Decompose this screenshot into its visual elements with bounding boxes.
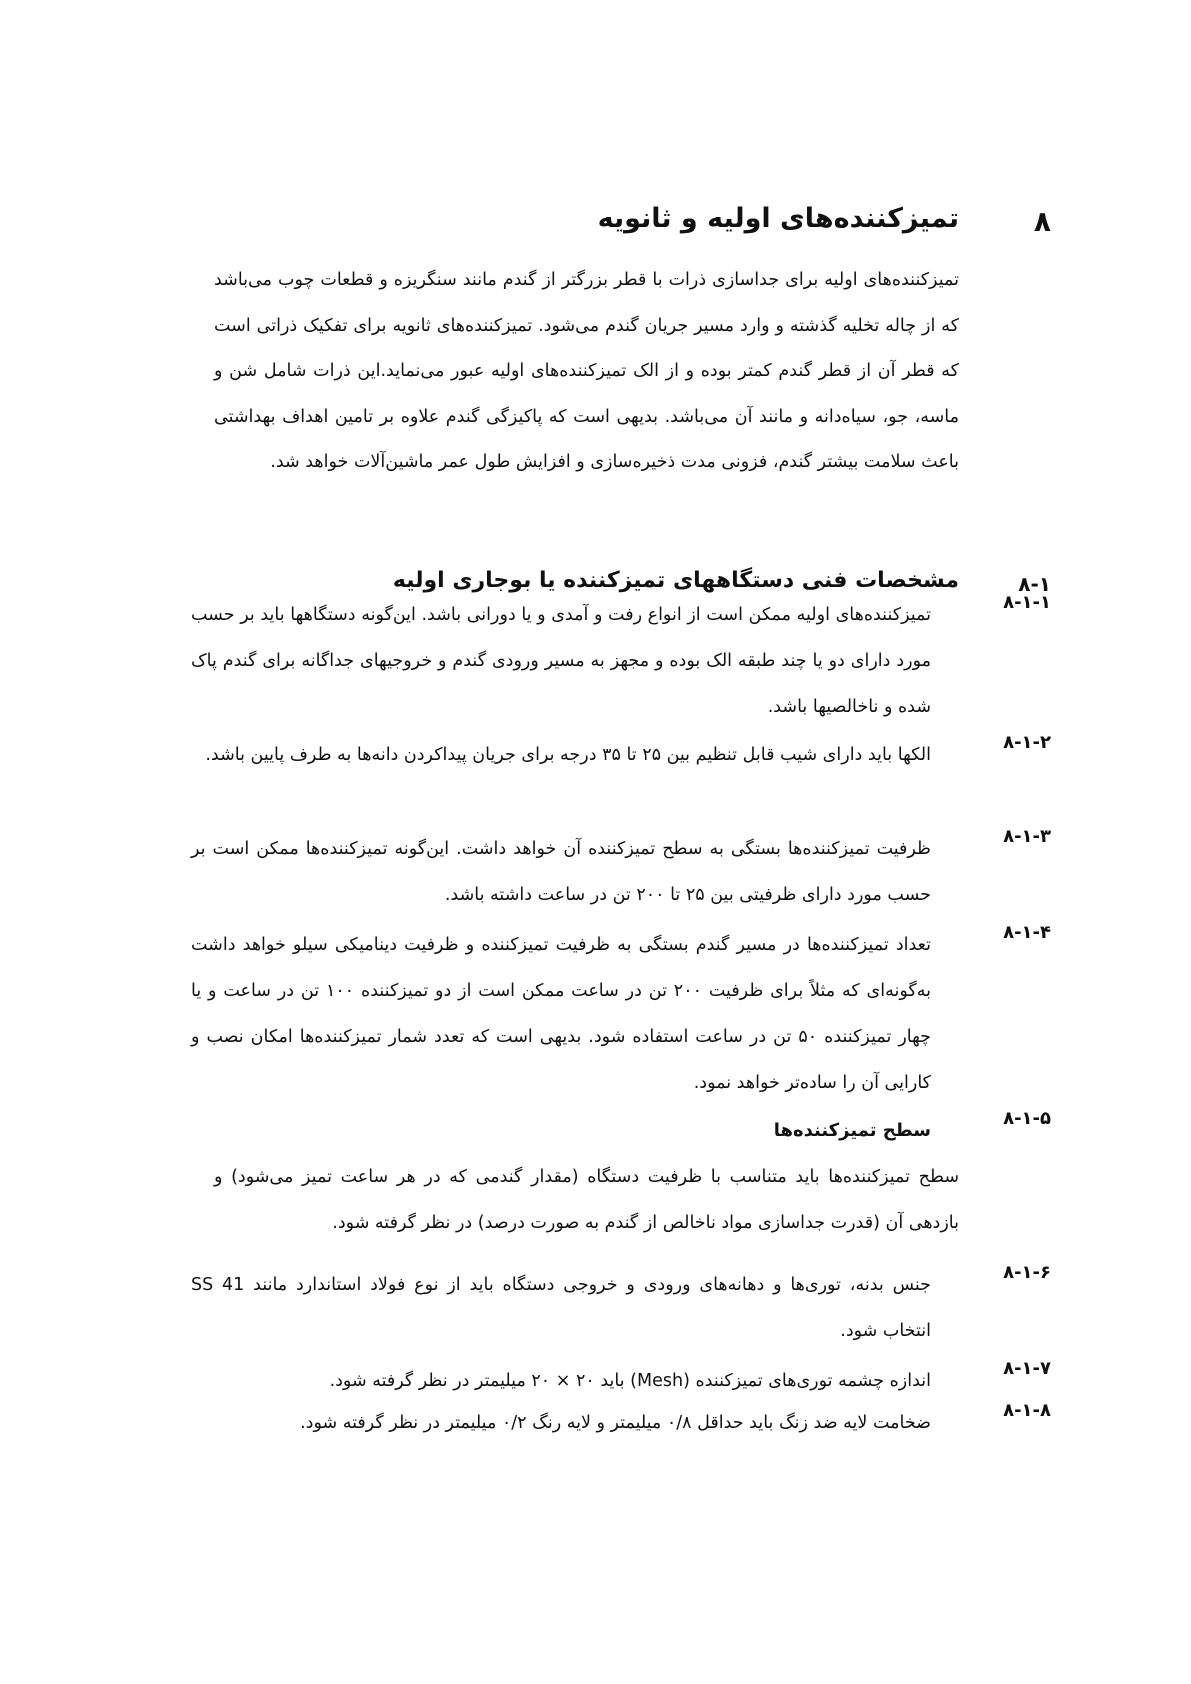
chapter-number: ۸ [1033,205,1051,238]
item-text: ظرفیت تمیزکننده‌ها بستگی به سطح تمیزکننده آن خواهد داشت. این‌گونه تمیزکننده‌ها ممکن است بر حسب مورد دارای ظرفیتی بین ۲۵ تا ۲۰۰ تن در ساعت داشته باشد. [191,839,931,905]
item-text: ضخامت لایه ضد زنگ باید حداقل ۰/۸ میلیمتر و لایه رنگ ۰/۲ میلیمتر در نظر گرفته شود. [300,1413,931,1433]
item-text: تمیزکننده‌های اولیه ممکن است از انواع رفت و آمدی و یا دورانی باشد. این‌گونه دستگاهها باید بر حسب مورد دارای دو یا چند طبقه الک بوده و مجهز به مسیر ورودی گندم و خروجیهای جداگانه برای گندم پاک شده و ناخالصیها باشد. [191,605,931,717]
item-number: ۸-۱-۳ [1003,826,1051,847]
item-number: ۸-۱-۴ [1003,922,1051,943]
item-text: جنس بدنه، توری‌ها و دهانه‌های ورودی و خروجی دستگاه باید از نوع فولاد استاندارد مانند SS 41 انتخاب شود. [191,1275,931,1341]
section-number: ۸-۱ [1018,572,1051,596]
item-number: ۸-۱-۸ [1003,1400,1051,1421]
item-text: اندازه چشمه توری‌های تمیزکننده (Mesh) باید ۲۰ × ۲۰ میلیمتر در نظر گرفته شود. [329,1371,931,1391]
chapter-intro-paragraph: تمیزکننده‌های اولیه برای جداسازی ذرات با قطر بزرگتر از گندم مانند سنگریزه و قطعات چوب می‌باشد که از چاله تخلیه گذشته و وارد مسیر جریان گندم می‌شود. تمیزکننده‌های ثانویه برای تفکیک ذراتی است که قطر آن از قطر گندم کمتر بوده و از الک تمیزکننده‌های اولیه عبور می‌نماید.این ذرات شامل شن و ماسه، جو، سیاه‌دانه و مانند آن می‌باشد. بدیهی است که پاکیزگی گندم علاوه بر تامین اهداف بهداشتی باعث سلامت بیشتر گندم، فزونی مدت ذخیره‌سازی و افزایش طول عمر ماشین‌آلات خواهد شد. [214,270,959,472]
item-text: سطح تمیزکننده‌ها باید متناسب با ظرفیت دستگاه (مقدار گندمی که در هر ساعت تمیز می‌شود) و بازدهی آن (قدرت جداسازی مواد ناخالص از گندم به صورت درصد) در نظر گرفته شود. [214,1167,959,1233]
item-heading: سطح تمیزکننده‌ها [773,1120,931,1141]
item-number: ۸-۱-۵ [1003,1108,1051,1129]
item-number: ۸-۱-۱ [1003,592,1051,613]
item-text: الکها باید دارای شیب قابل تنظیم بین ۲۵ تا ۳۵ درجه برای جریان پیداکردن دانه‌ها به طرف پایین باشد. [205,745,931,765]
item-number: ۸-۱-۷ [1003,1358,1051,1379]
section-title: مشخصات فنی دستگاههای تمیزکننده یا بوجاری اولیه [392,568,959,593]
chapter-title: تمیزکننده‌های اولیه و ثانویه [597,203,959,234]
item-text: تعداد تمیزکننده‌ها در مسیر گندم بستگی به ظرفیت تمیزکننده و ظرفیت دینامیکی سیلو خواهد داشت به‌گونه‌ای که مثلاً برای ظرفیت ۲۰۰ تن در ساعت ممکن است از دو تمیزکننده ۱۰۰ تن در ساعت و یا چهار تمیزکننده ۵۰ تن در ساعت استفاده شود. بدیهی است که تعدد شمار تمیزکننده‌ها امکان نصب و کارایی آن را ساده‌تر خواهد نمود. [191,935,931,1093]
item-number: ۸-۱-۶ [1003,1262,1051,1283]
item-number: ۸-۱-۲ [1003,732,1051,753]
